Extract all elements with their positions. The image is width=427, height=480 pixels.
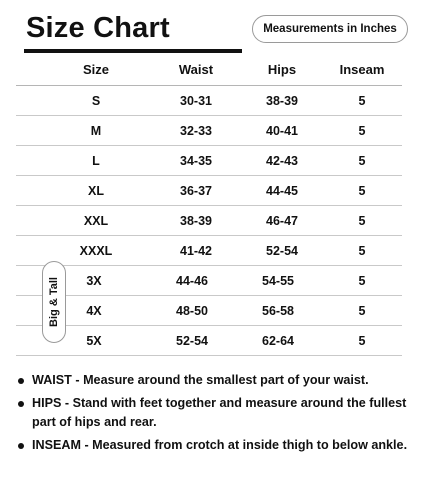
table-row [16, 326, 402, 356]
hips-cell: 62-64 [262, 333, 294, 348]
waist-cell: 44-46 [176, 273, 208, 288]
table-header-row [16, 54, 402, 86]
inseam-cell: 5 [358, 93, 366, 108]
header-inseam: Inseam [339, 62, 385, 77]
waist-cell: 30-31 [180, 93, 212, 108]
big-tall-label: Big & Tall [48, 277, 61, 327]
size-cell: M [90, 123, 102, 138]
note-item [18, 394, 416, 432]
table-row [16, 146, 402, 176]
table-row [16, 266, 402, 296]
hips-cell: 38-39 [266, 93, 298, 108]
note-item [18, 436, 416, 455]
waist-cell: 48-50 [176, 303, 208, 318]
note-text: INSEAM - Measured from crotch at inside thigh to below ankle. [32, 438, 408, 452]
size-cell: XXL [83, 213, 109, 228]
table-row [16, 116, 402, 146]
inseam-cell: 5 [358, 333, 366, 348]
header-size: Size [82, 62, 109, 77]
size-cell: XL [88, 183, 104, 198]
inseam-cell: 5 [358, 243, 366, 258]
size-table [16, 54, 402, 356]
table-row [16, 236, 402, 266]
waist-cell: 36-37 [180, 183, 212, 198]
hips-cell: 40-41 [266, 123, 298, 138]
table-row [16, 86, 402, 116]
size-cell: XXXL [79, 243, 113, 258]
big-tall-badge [42, 261, 66, 343]
size-cell: 3X [86, 273, 102, 288]
waist-cell: 38-39 [180, 213, 212, 228]
hips-cell: 56-58 [262, 303, 294, 318]
table-row [16, 176, 402, 206]
hips-cell: 52-54 [266, 243, 298, 258]
size-cell: S [91, 93, 101, 108]
inseam-cell: 5 [358, 183, 366, 198]
waist-cell: 34-35 [180, 153, 212, 168]
title-underline [24, 49, 242, 53]
hips-cell: 42-43 [266, 153, 298, 168]
waist-cell: 52-54 [176, 333, 208, 348]
waist-cell: 41-42 [180, 243, 212, 258]
hips-cell: 54-55 [262, 273, 294, 288]
note-item [18, 371, 416, 390]
bullet-icon [18, 378, 24, 384]
hips-cell: 46-47 [266, 213, 298, 228]
inseam-cell: 5 [358, 273, 366, 288]
inseam-cell: 5 [358, 303, 366, 318]
page-title: Size Chart [26, 12, 170, 44]
bullet-icon [18, 401, 24, 407]
inseam-cell: 5 [358, 213, 366, 228]
waist-cell: 32-33 [180, 123, 212, 138]
bullet-icon [18, 443, 24, 449]
measurement-notes [18, 371, 416, 459]
units-badge-label: Measurements in Inches [263, 23, 397, 35]
units-badge [252, 15, 408, 43]
size-cell: 5X [86, 333, 102, 348]
note-text: WAIST - Measure around the smallest part of your waist. [32, 373, 369, 387]
hips-cell: 44-45 [266, 183, 298, 198]
note-text: HIPS - Stand with feet together and measure around the fullest part of hips and rear. [32, 396, 407, 429]
table-row [16, 206, 402, 236]
inseam-cell: 5 [358, 153, 366, 168]
size-cell: L [92, 153, 100, 168]
header-waist: Waist [178, 62, 214, 77]
size-cell: 4X [86, 303, 102, 318]
table-row [16, 296, 402, 326]
inseam-cell: 5 [358, 123, 366, 138]
header-hips: Hips [267, 62, 297, 77]
